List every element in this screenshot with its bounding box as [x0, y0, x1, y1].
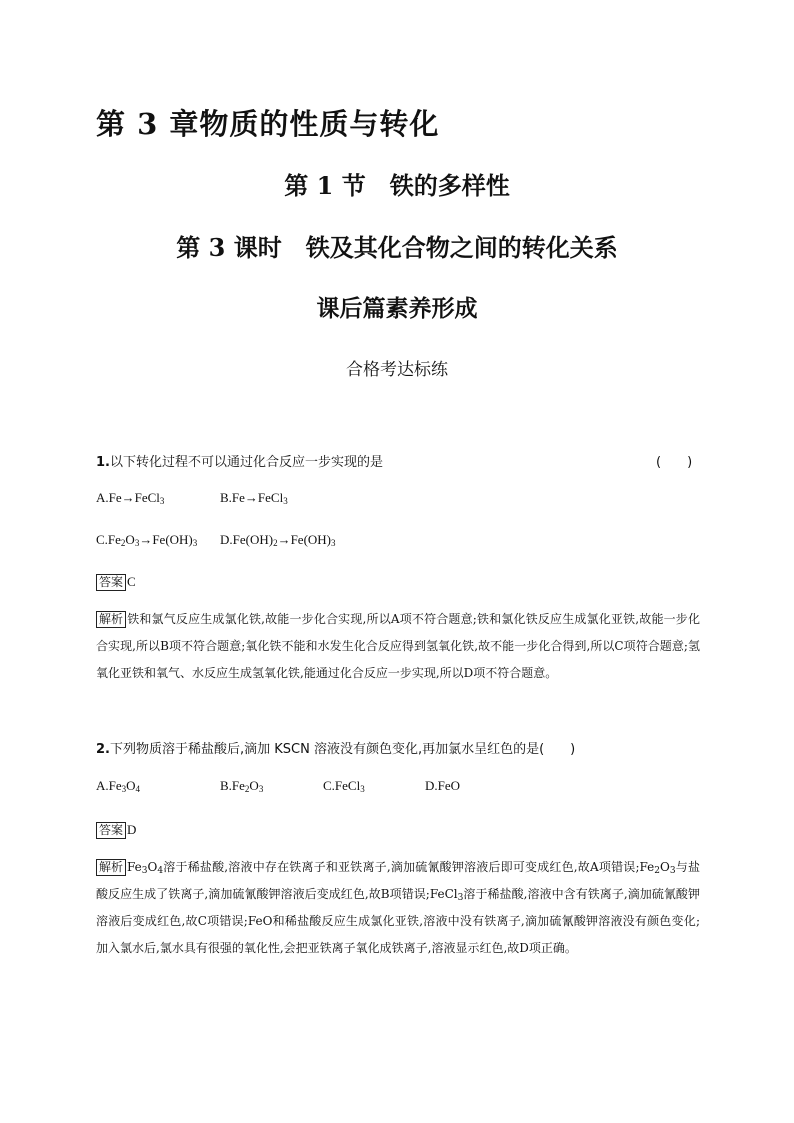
question-2-option-b: $B.Fe_2O_3$: [220, 778, 264, 794]
lesson-title: 第 3 课时 铁及其化合物之间的转化关系: [176, 233, 618, 262]
question-1-analysis-text: 铁和氯气反应生成氯化铁,故能一步化合实现,所以A项不符合题意;铁和氯化铁反应生成氯化亚铁,故能一步化合实现,所以B项不符合题意;氧化铁不能和水发生化合反应得到氢氧化铁,故不能一步化合得到,所以C项符合题意;氢氧化亚铁和氧气、水反应生成氢氧化铁,能通过化合反应一步实现,所以D项不符合题意。: [96, 612, 700, 680]
question-2-option-d: D.FeO: [425, 778, 461, 793]
question-2-option-a: $A.Fe_3O_4$: [96, 778, 141, 794]
section-title: 第 1 节 铁的多样性: [284, 171, 510, 200]
level-title: 合格考达标练: [346, 360, 448, 380]
question-1-answer-blank: ( ): [656, 455, 693, 470]
question-2-option-c: C.FeCl$_3$: [323, 778, 365, 794]
phase-title: 课后篇素养形成: [316, 295, 478, 322]
question-1-stem: [96, 451, 383, 470]
answer-tag: 答案: [96, 822, 126, 839]
question-2-answer: [96, 819, 136, 839]
chapter-title: 第 3 章物质的性质与转化: [96, 107, 440, 141]
question-1-answer-value: C: [127, 574, 136, 589]
question-2-number: 2.: [96, 742, 110, 757]
question-1-option-c: $C.Fe_2O_3\to Fe(OH)_3$: [96, 532, 198, 548]
question-1-option-d: $D.Fe(OH)_2\to Fe(OH)_3$: [220, 532, 336, 548]
question-1-text: 以下转化过程不可以通过化合反应一步实现的是: [109, 455, 383, 470]
analysis-tag: 解析: [96, 859, 126, 876]
question-1-option-b: B.Fe→FeCl$_3$: [220, 490, 288, 506]
question-1-number: 1.: [96, 455, 110, 470]
question-1-answer: [96, 571, 136, 591]
question-1-option-a: A.Fe→FeCl$_3$: [96, 490, 165, 506]
question-2-text: 下列物质溶于稀盐酸后,滴加 KSCN 溶液没有颜色变化,再加氯水呈红色的是( ): [109, 742, 576, 757]
question-1-analysis: [96, 606, 700, 687]
analysis-tag: 解析: [96, 611, 126, 628]
question-2-stem: [96, 738, 575, 757]
question-2-analysis: 解析 $Fe_3O_4$溶于稀盐酸,溶液中存在铁离子和亚铁离子,滴加硫氰酸钾溶液后即可变成红色,故A项错误$;Fe_2O_3$与盐酸反应生成了铁离子,滴加硫氰酸钾溶液后变成红色,故B项错误;FeCl$_3$溶于稀盐酸,溶液中含有铁离子,滴加硫氰酸钾溶液后变成红色,故C项错误;FeO和稀盐酸反应生成氯化亚铁,溶液中没有铁离子,滴加硫氰酸钾溶液没有颜色变化;加入氯水后,氯水具有很强的氧化性,会把亚铁离子氧化成铁离子,溶液显示红色,故D项正确。: [96, 860, 700, 955]
answer-tag: 答案: [96, 574, 126, 591]
question-2-answer-value: D: [127, 822, 137, 837]
